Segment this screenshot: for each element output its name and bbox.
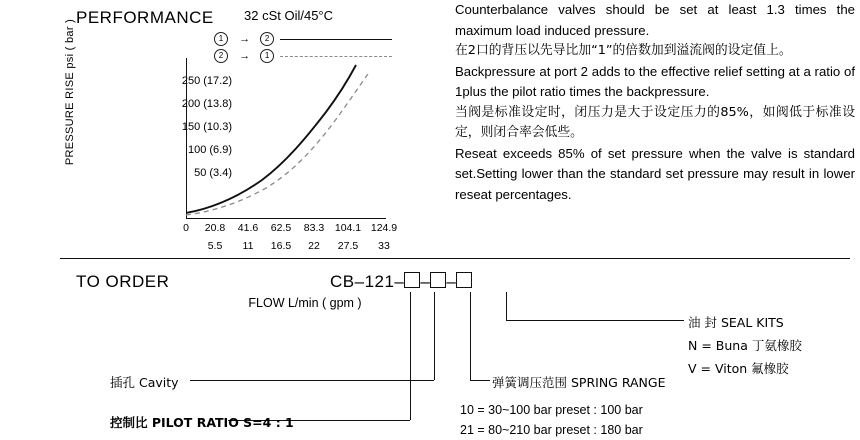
- leader-vline-seal: [506, 292, 507, 320]
- port-circle-1: 1: [214, 32, 228, 46]
- order-box-2[interactable]: [430, 272, 446, 288]
- x-tick-83-3: 83.3: [303, 222, 325, 234]
- order-code-prefix: CB–121–: [330, 272, 405, 291]
- series-1-to-2: [186, 65, 356, 213]
- port-circle-2: 2: [260, 32, 274, 46]
- leader-vline-cavity: [434, 292, 435, 380]
- leader-vline-pilot: [410, 292, 411, 420]
- y-tick-200: 200 (13.8): [181, 98, 232, 110]
- x-tick-104-1: 104.1: [334, 222, 362, 234]
- order-sep-2: –: [446, 272, 457, 291]
- legend-row-1: [214, 32, 394, 49]
- label-pilot-ratio: 控制比 PILOT RATIO S=4 : 1: [110, 415, 294, 430]
- note-paragraph-4-cn: 当阀是标准设定时，闭压力是大于设定压力的85%，如阀低于标准设定，则闭合率会低些。: [455, 104, 855, 140]
- note-paragraph-2-cn: 在2口的背压以先导比加“1”的倍数加到溢流阀的设定值上。: [455, 43, 792, 58]
- x-tick-gpm-22: 22: [308, 240, 320, 252]
- port-circle-2b: 2: [214, 49, 228, 63]
- chart-x-axis-label: FLOW L/min ( gpm ): [248, 296, 362, 310]
- leader-hline-spring: [470, 380, 490, 381]
- y-tick-50: 50 (3.4): [194, 167, 232, 179]
- order-sep-1: –: [420, 272, 431, 291]
- label-seal-option-n: N = Buna 丁氨橡胶: [688, 338, 802, 353]
- x-tick-gpm-33: 33: [378, 240, 390, 252]
- x-tick-20-8: 20.8: [204, 222, 226, 234]
- note-paragraph-1: Counterbalance valves should be set at least 1.3 times the maximum load induced pressure.: [455, 2, 855, 38]
- y-tick-150: 150 (10.3): [181, 121, 232, 133]
- x-tick-0: 0: [183, 222, 189, 234]
- leader-hline-seal: [506, 320, 684, 321]
- x-tick-124-9: 124.9: [370, 222, 398, 234]
- label-seal-option-v: V = Viton 氟橡胶: [688, 361, 789, 376]
- notes-block: [455, 0, 855, 205]
- section-divider: [60, 258, 850, 259]
- order-box-3[interactable]: [456, 272, 472, 288]
- y-tick-250: 250 (17.2): [181, 75, 232, 87]
- oil-spec-label: 32 cSt Oil/45°C: [244, 8, 334, 23]
- leader-hline-cavity: [190, 380, 434, 381]
- y-tick-100: 100 (6.9): [187, 144, 232, 156]
- chart-y-axis-label: PRESSURE RISE psi ( bar ): [64, 18, 76, 166]
- x-tick-41-6: 41.6: [237, 222, 259, 234]
- leader-vline-spring: [470, 292, 471, 380]
- label-cavity: 插孔 Cavity: [110, 375, 179, 390]
- arrow-icon: →: [239, 33, 250, 45]
- x-tick-gpm-27-5: 27.5: [337, 240, 359, 252]
- label-spring-option-10: 10 = 30~100 bar preset : 100 bar: [460, 403, 643, 417]
- label-spring-range: 弹簧调压范围 SPRING RANGE: [492, 375, 666, 390]
- x-tick-gpm-5-5: 5.5: [207, 240, 223, 252]
- performance-heading: PERFORMANCE: [76, 8, 214, 27]
- label-seal-kits: 油 封 SEAL KITS: [688, 315, 784, 330]
- order-code: [330, 272, 472, 292]
- note-paragraph-5: Reseat exceeds 85% of set pressure when the valve is standard set.Setting lower than the standard set pressure may result in lower reseat percentages.: [455, 145, 855, 202]
- note-paragraph-3: Backpressure at port 2 adds to the effective relief setting at a ratio of 1plus the pilot ratio times the backpressure.: [455, 63, 855, 99]
- series-2-to-1: [186, 74, 368, 215]
- port-circle-1b: 1: [260, 49, 274, 63]
- order-box-1[interactable]: [404, 272, 420, 288]
- x-tick-62-5: 62.5: [270, 222, 292, 234]
- label-spring-option-21: 21 = 80~210 bar preset : 180 bar: [460, 423, 643, 437]
- x-tick-gpm-16-5: 16.5: [270, 240, 292, 252]
- chart-plot-area: [186, 52, 396, 224]
- legend-solid-line: [280, 39, 392, 40]
- arrow-icon-2: →: [239, 50, 250, 62]
- to-order-heading: TO ORDER: [76, 272, 170, 291]
- x-tick-gpm-11: 11: [242, 240, 254, 252]
